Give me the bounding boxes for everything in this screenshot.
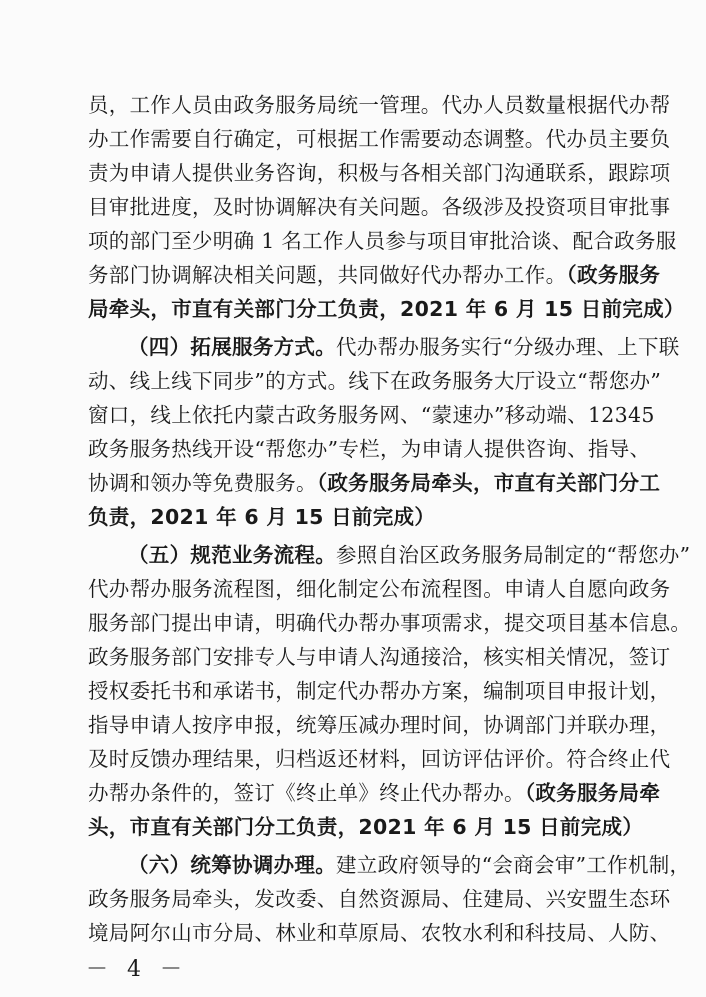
paragraph-line: 境局阿尔山市分局、林业和草原局、农牧水利和科技局、人防、 xyxy=(88,921,671,945)
paragraph-line: 指导申请人按序申报，统筹压减办理时间，协调部门并联办理， xyxy=(88,713,671,737)
responsibility-note: 头，市直有关部门分工负责，2021 年 6 月 15 日前完成） xyxy=(88,815,644,839)
responsibility-note: （政务服务局牵头，市直有关部门分工 xyxy=(316,471,661,495)
responsibility-note: （政务服务 xyxy=(566,263,661,287)
paragraph-line: 政务服务部门安排专人与申请人沟通接洽，核实相关情况，签订 xyxy=(88,645,671,669)
paragraph-text: 办帮办条件的，签订《终止单》终止代办帮办。 xyxy=(88,781,525,805)
paragraph-text: 务部门协调解决相关问题，共同做好代办帮办工作。 xyxy=(88,263,567,287)
paragraph-line: 服务部门提出申请，明确代办帮办事项需求，提交项目基本信息。 xyxy=(88,611,692,635)
paragraph-line: 政务服务热线开设“帮您办”专栏，为申请人提供咨询、指导、 xyxy=(88,437,651,461)
paragraph-line: 员，工作人员由政务服务局统一管理。代办人员数量根据代办帮 xyxy=(88,93,671,117)
paragraph-line: 动、线上线下同步”的方式。线下在政务服务大厅设立“帮您办” xyxy=(88,369,662,393)
page-number: － 4 － xyxy=(86,957,188,982)
paragraph-line: 目审批进度，及时协调解决有关问题。各级涉及投资项目审批事 xyxy=(88,195,671,219)
paragraph-line xyxy=(88,776,661,810)
paragraph-line: 窗口，线上依托内蒙古政务服务网、“蒙速办”移动端、12345 xyxy=(88,403,655,427)
section-heading: （四）拓展服务方式。 xyxy=(128,335,336,359)
paragraph-text: 代办帮办服务实行“分级办理、上下联 xyxy=(336,335,680,359)
paragraph-line: 政务服务局牵头，发改委、自然资源局、住建局、兴安盟生态环 xyxy=(88,887,671,911)
section-heading: （五）规范业务流程。 xyxy=(128,543,336,567)
responsibility-note: （政务服务局牵 xyxy=(524,781,661,805)
paragraph-line: 项的部门至少明确 1 名工作人员参与项目审批洽谈、配合政务服 xyxy=(88,229,677,253)
paragraph-text: 参照自治区政务服务局制定的“帮您办” xyxy=(336,543,691,567)
paragraph-line: 办工作需要自行确定，可根据工作需要动态调整。代办员主要负 xyxy=(88,127,671,151)
paragraph-line xyxy=(88,258,661,292)
paragraph-text: 协调和领办等免费服务。 xyxy=(88,471,317,495)
paragraph-line xyxy=(88,466,661,500)
responsibility-note: 局牵头，市直有关部门分工负责，2021 年 6 月 15 日前完成） xyxy=(88,297,685,321)
paragraph-line xyxy=(128,538,691,572)
paragraph-line: 授权委托书和承诺书，制定代办帮办方案，编制项目申报计划， xyxy=(88,679,671,703)
paragraph-line: 及时反馈办理结果，归档返还材料，回访评估评价。符合终止代 xyxy=(88,747,671,771)
section-heading: （六）统筹协调办理。 xyxy=(128,853,336,877)
paragraph-line xyxy=(128,330,680,364)
paragraph-text: 建立政府领导的“会商会审”工作机制， xyxy=(336,853,691,877)
paragraph-line: 代办帮办服务流程图，细化制定公布流程图。申请人自愿向政务 xyxy=(88,577,671,601)
paragraph-line xyxy=(128,848,691,882)
paragraph-line: 责为申请人提供业务咨询，积极与各相关部门沟通联系，跟踪项 xyxy=(88,161,671,185)
responsibility-note: 负责，2021 年 6 月 15 日前完成） xyxy=(88,505,436,529)
